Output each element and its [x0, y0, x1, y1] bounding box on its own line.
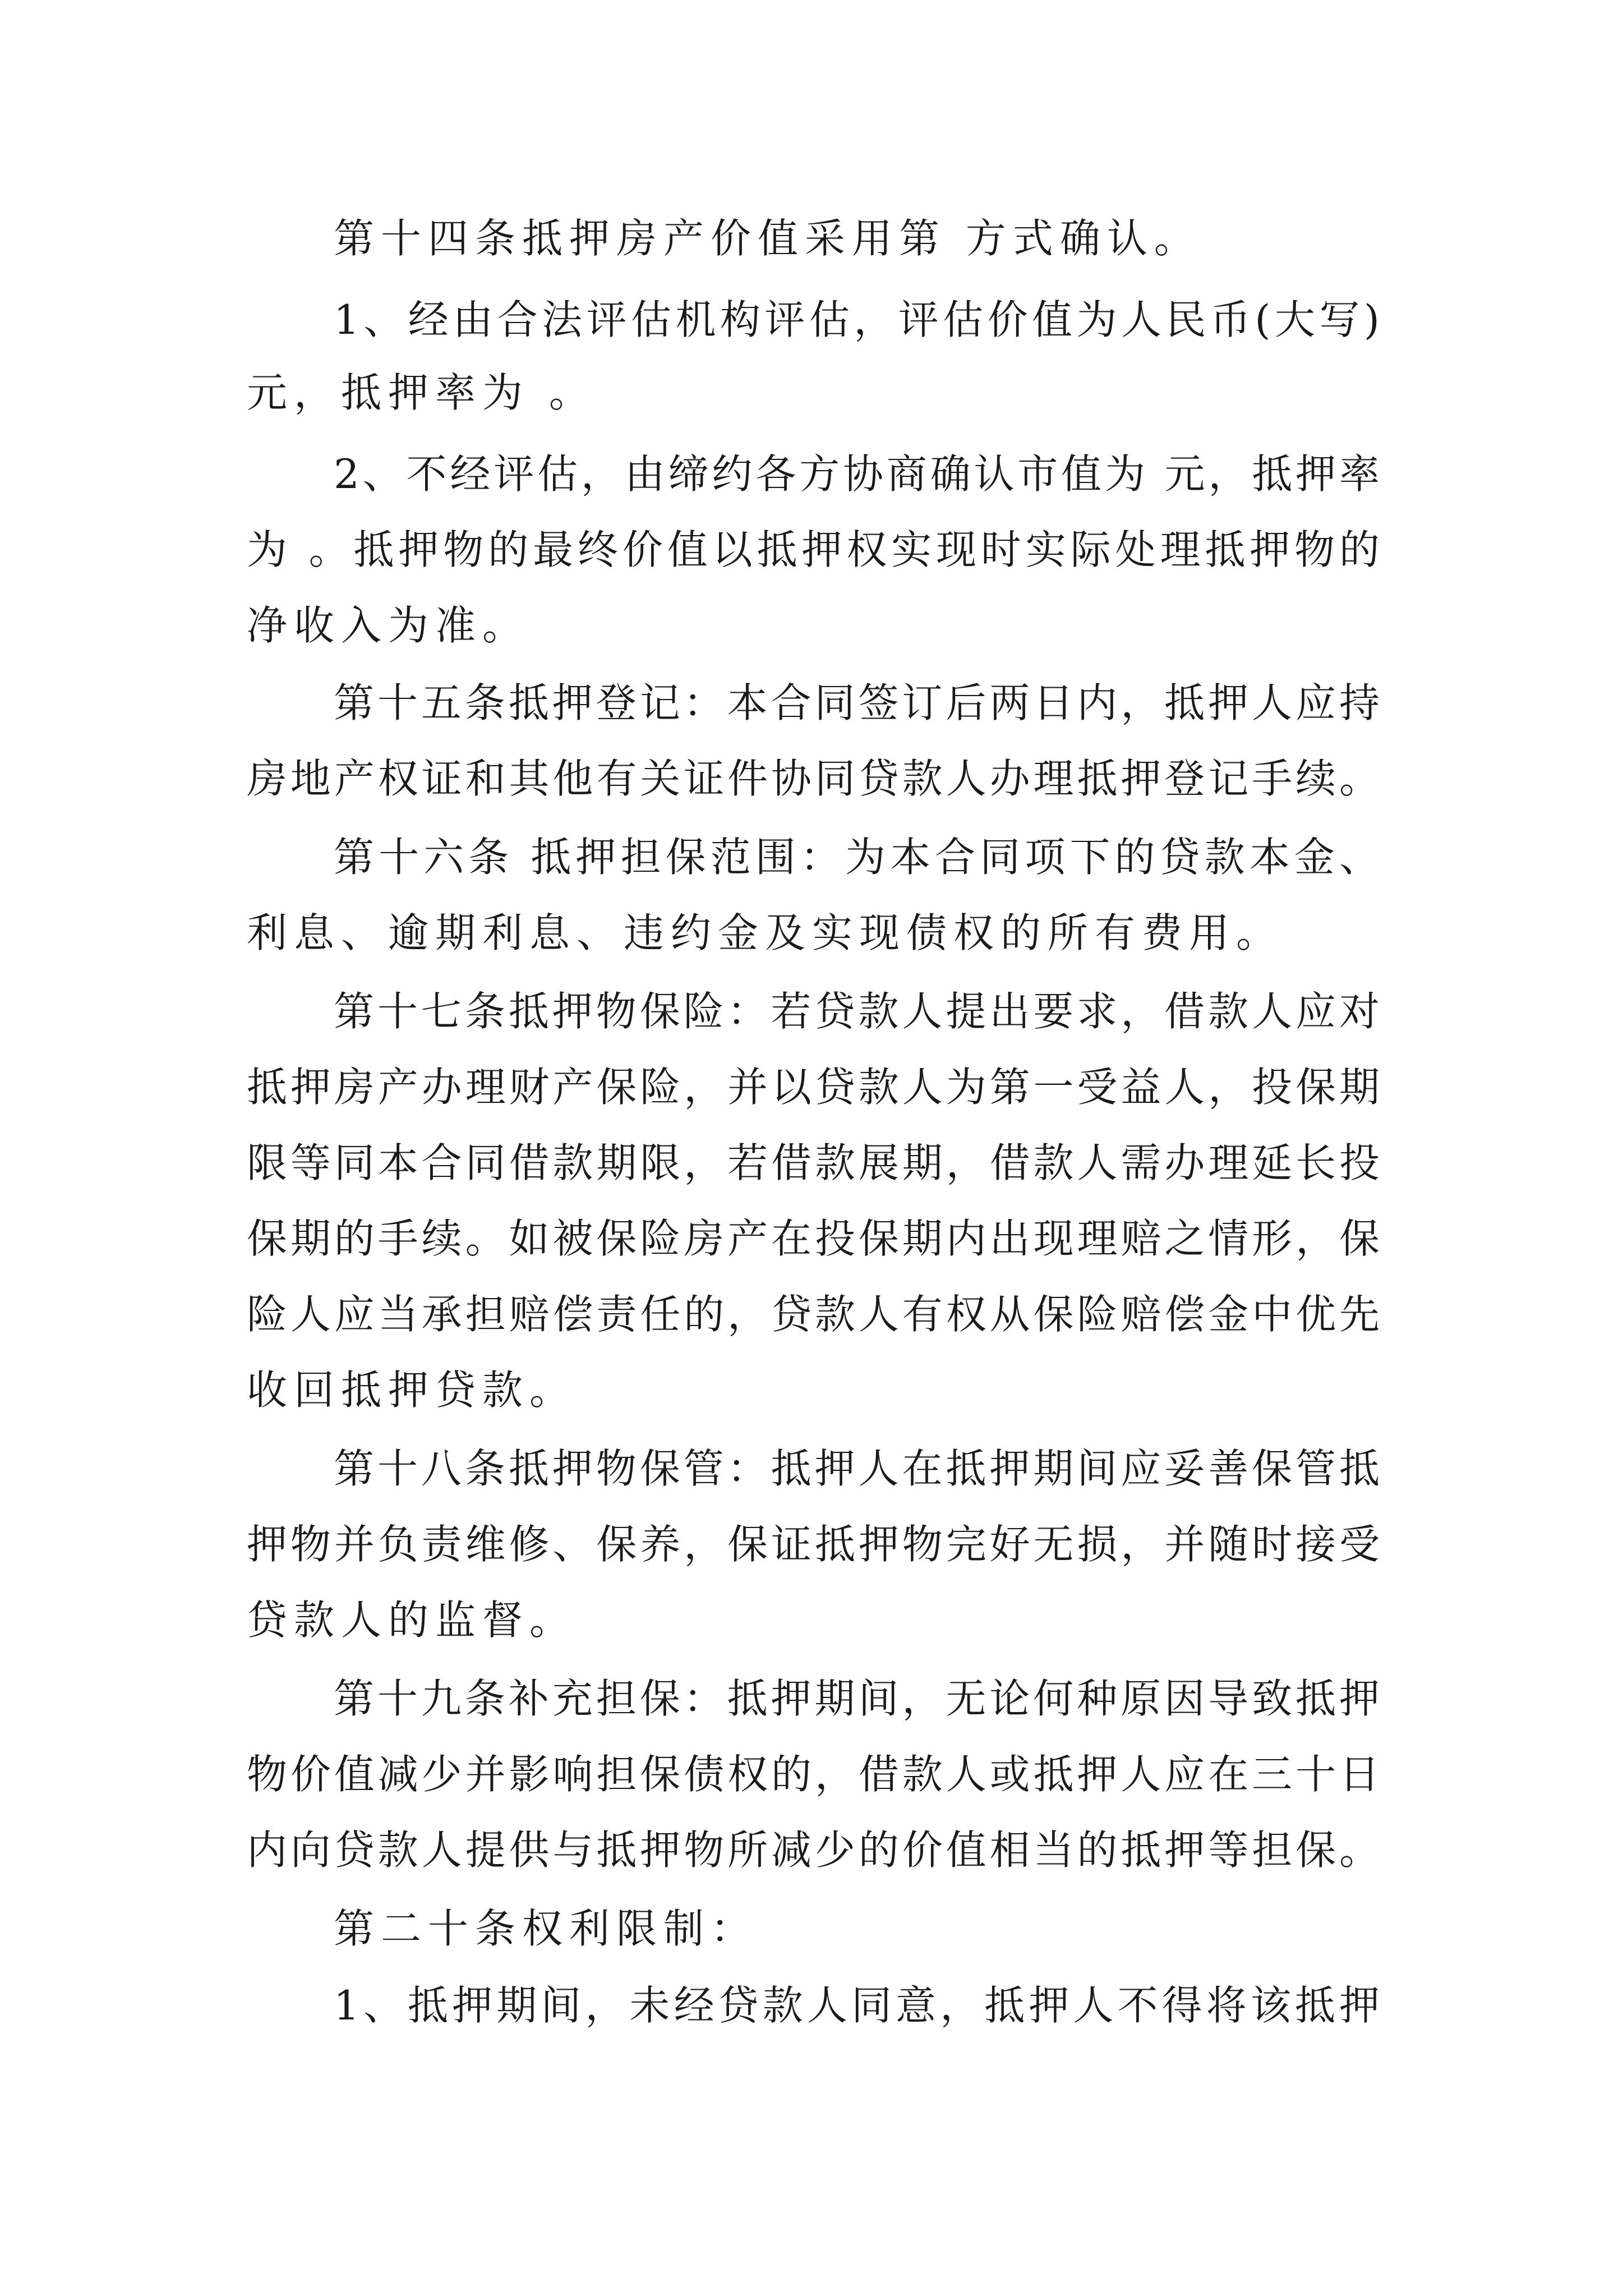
article-18: 第十八条抵押物保管：抵押人在抵押期间应妥善保管抵	[334, 1445, 1380, 1492]
article-19: 第十九条补充担保：抵押期间，无论何种原因导致抵押	[334, 1675, 1380, 1722]
article-17-line-3: 限等同本合同借款期限，若借款展期，借款人需办理延长投	[247, 1139, 1380, 1186]
article-18-line-3: 贷款人的监督。	[247, 1596, 577, 1644]
article-14-option-1-continued: 元，抵押率为 。	[247, 369, 596, 416]
article-14-heading: 第十四条抵押房产价值采用第 方式确认。	[334, 215, 1201, 262]
article-20-heading: 第二十条权利限制：	[334, 1905, 758, 1952]
article-16-continued: 利息、逾期利息、违约金及实现债权的所有费用。	[247, 909, 1284, 956]
article-18-line-2: 押物并负责维修、保养，保证抵押物完好无损，并随时接受	[247, 1521, 1380, 1568]
article-17-line-4: 保期的手续。如被保险房产在投保期内出现理赔之情形，保	[247, 1215, 1380, 1262]
article-14-option-1: 1、经由合法评估机构评估，评估价值为人民币(大写)	[334, 296, 1380, 343]
article-15-continued: 房地产权证和其他有关证件协同贷款人办理抵押登记手续。	[247, 755, 1380, 802]
article-20-item-1: 1、抵押期间，未经贷款人同意，抵押人不得将该抵押	[334, 1982, 1380, 2029]
article-14-option-2: 2、不经评估，由缔约各方协商确认市值为 元，抵押率	[334, 450, 1380, 498]
article-14-option-2-end: 净收入为准。	[247, 602, 530, 649]
article-16: 第十六条 抵押担保范围：为本合同项下的贷款本金、	[334, 834, 1380, 881]
article-17-line-2: 抵押房产办理财产保险，并以贷款人为第一受益人，投保期	[247, 1064, 1380, 1111]
article-17-line-6: 收回抵押贷款。	[247, 1366, 577, 1414]
article-17-line-5: 险人应当承担赔偿责任的，贷款人有权从保险赔偿金中优先	[247, 1291, 1380, 1338]
article-15: 第十五条抵押登记：本合同签订后两日内，抵押人应持	[334, 679, 1380, 726]
article-14-option-2-continued: 为 。抵押物的最终价值以抵押权实现时实际处理抵押物的	[247, 526, 1380, 573]
article-17: 第十七条抵押物保险：若贷款人提出要求，借款人应对	[334, 988, 1380, 1035]
article-19-line-3: 内向贷款人提供与抵押物所减少的价值相当的抵押等担保。	[247, 1826, 1380, 1874]
article-19-line-2: 物价值减少并影响担保债权的，借款人或抵押人应在三十日	[247, 1751, 1380, 1798]
